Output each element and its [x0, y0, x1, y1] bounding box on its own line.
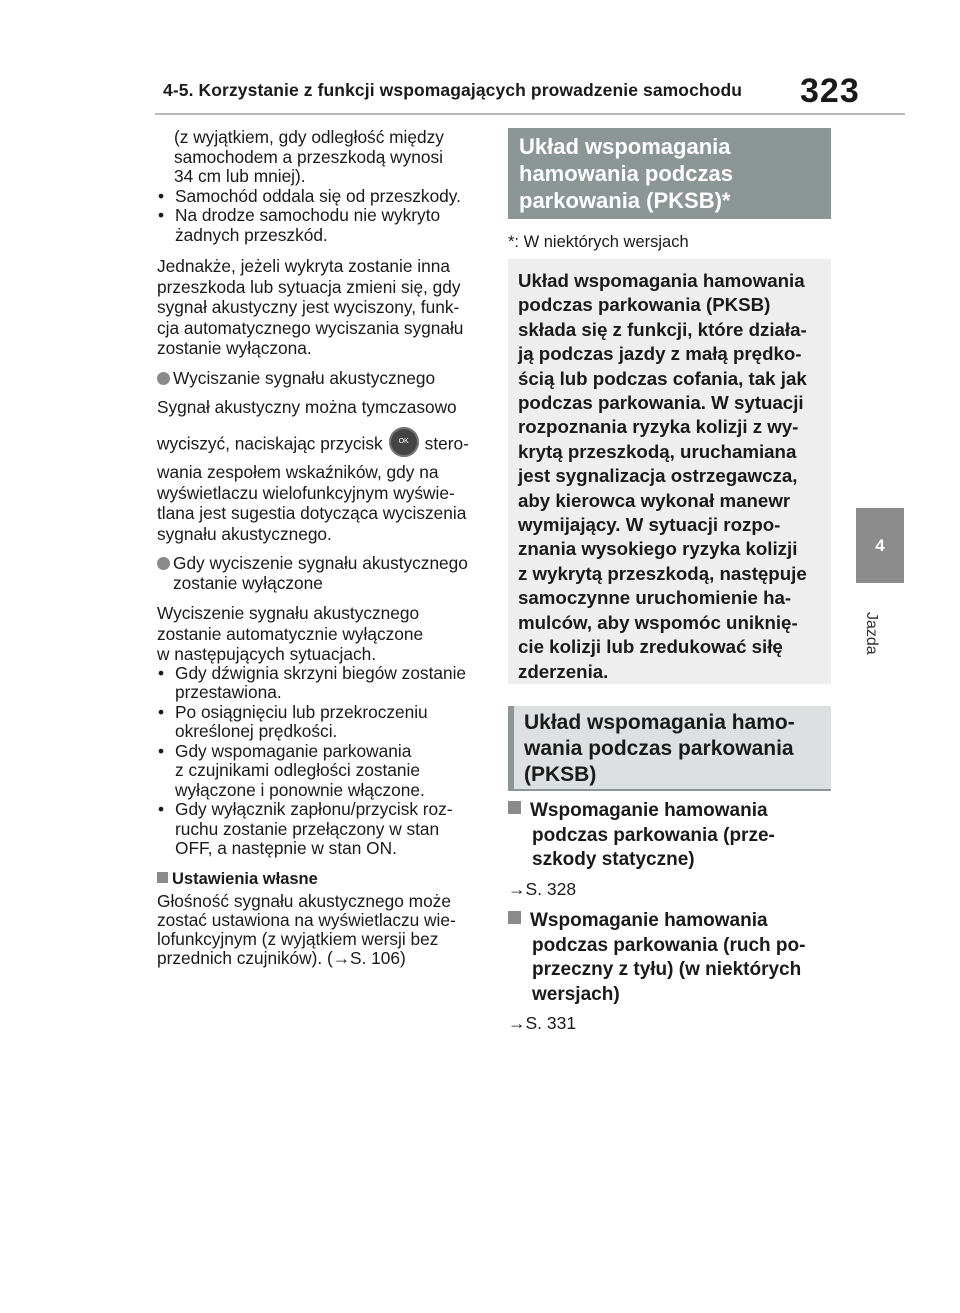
- text-line: wyświetlaczu wielofunkcyjnym wyświe-: [157, 482, 455, 503]
- text-line: aby kierowca wykonał manewr: [518, 489, 791, 511]
- text-line: cie kolizji lub zredukować siłę: [518, 636, 783, 658]
- left-column: [157, 128, 487, 968]
- category-heading: [157, 554, 487, 593]
- subsection-title: [508, 706, 831, 791]
- text-line: zostać ustawiona na wyświetlaczu wie-: [157, 910, 456, 931]
- text-line: podczas parkowania. W sytuacji: [518, 392, 804, 414]
- text-line: żadnych przeszkód.: [175, 224, 328, 245]
- text-line: sygnału akustycznego.: [157, 523, 332, 544]
- list-item: [157, 703, 487, 742]
- category-label: Wyciszanie sygnału akustycznego: [173, 367, 436, 388]
- text-line: Wyciszenie sygnału akustycznego: [157, 603, 420, 624]
- text-line: tlana jest sugestia dotycząca wyciszenia: [157, 503, 467, 524]
- text-line: wania zespołem wskaźników, gdy na: [157, 461, 439, 482]
- text-line: w następujących sytuacjach.: [157, 643, 377, 664]
- text-line: Po osiągnięciu lub przekroczeniu: [175, 701, 428, 722]
- header-rule: [155, 113, 905, 115]
- list-item: [157, 800, 487, 859]
- title-line: parkowania (PKSB)*: [519, 188, 731, 213]
- heading-line: Wspomaganie hamowania: [530, 910, 768, 931]
- subheading: [157, 870, 487, 890]
- chapter-label: Jazda: [863, 612, 880, 655]
- chapter-tab[interactable]: 4: [856, 508, 904, 583]
- text-line: ją podczas jazdy z małą prędko-: [518, 343, 802, 365]
- heading-line: wersjach): [532, 983, 620, 1005]
- page-reference-link[interactable]: →S. 328: [508, 879, 577, 899]
- text-span: stero-: [424, 433, 469, 454]
- title-line: Układ wspomagania: [519, 134, 731, 159]
- text-line: z wykrytą przeszkodą, następuje: [518, 562, 807, 584]
- text-line: wymijający. W sytuacji rozpo-: [518, 514, 781, 536]
- text-line: jest sygnalizacja ostrzegawcza,: [518, 465, 798, 487]
- text-line: sygnał akustyczny jest wyciszony, funk-: [157, 297, 460, 318]
- section-title: [508, 128, 831, 219]
- title-line: hamowania podczas: [519, 161, 733, 186]
- text-line: mulców, aby wspomóc uniknię-: [518, 611, 798, 633]
- list-item: [157, 742, 487, 801]
- bullet-icon: •: [158, 799, 165, 820]
- text-line: Głośność sygnału akustycznego może: [157, 891, 451, 912]
- page-number: 323: [800, 72, 860, 110]
- text-line: przeszkoda lub sytuacja zmieni się, gdy: [157, 276, 461, 297]
- text-line: krytą przeszkodą, uruchamiana: [518, 440, 797, 462]
- heading-line: szkody statyczne): [532, 849, 695, 870]
- list-item: [157, 187, 487, 207]
- text-line: Gdy dźwignia skrzyni biegów zostanie: [175, 662, 467, 683]
- category-label: zostanie wyłączone: [173, 572, 323, 593]
- text-line: Gdy wyłącznik zapłonu/przycisk roz-: [175, 799, 453, 820]
- ok-button-icon: OK: [389, 427, 419, 457]
- text-line: Układ wspomagania hamowania: [518, 270, 805, 291]
- paragraph: [157, 603, 487, 664]
- section-header: 4-5. Korzystanie z funkcji wspomagających prowadzenie samochodu: [163, 80, 743, 100]
- circle-bullet-icon: [157, 557, 170, 570]
- heading-line: przeczny z tyłu) (w niektórych: [532, 959, 802, 980]
- title-line: Układ wspomagania hamo-: [524, 711, 795, 734]
- text-line: Gdy wspomaganie parkowania: [175, 740, 412, 761]
- text-line: Jednakże, jeżeli wykryta zostanie inna: [157, 256, 450, 276]
- text-line: rozpoznania ryzyka kolizji z wy-: [518, 416, 799, 438]
- text-line: Samochód oddala się od przeszkody.: [175, 185, 461, 206]
- text-line: 34 cm lub mniej).: [174, 166, 306, 186]
- continued-text: [157, 128, 487, 187]
- bullet-icon: •: [158, 185, 165, 206]
- text-line: znania wysokiego ryzyka kolizji: [518, 538, 798, 560]
- category-heading: [157, 369, 487, 389]
- title-line: wania podczas parkowania: [524, 737, 794, 760]
- square-bullet-icon: [157, 872, 168, 883]
- intro-callout: [508, 259, 831, 684]
- text-line: ruchu zostanie przełączony w stan: [175, 818, 440, 839]
- text-line: zostanie wyłączona.: [157, 338, 312, 359]
- square-bullet-icon: [508, 801, 521, 814]
- text-line: Sygnał akustyczny można tymczasowo: [157, 397, 457, 418]
- text-line: określonej prędkości.: [175, 721, 338, 742]
- text-line: lofunkcyjnym (z wyjątkiem wersji bez: [157, 929, 439, 950]
- list-item: [157, 206, 487, 245]
- footnote: *: W niektórych wersjach: [508, 233, 689, 251]
- text-line: z czujnikami odległości zostanie: [175, 760, 420, 781]
- text-line: [157, 430, 487, 456]
- paragraph: [157, 256, 487, 359]
- function-heading: [508, 799, 775, 873]
- circle-bullet-icon: [157, 372, 170, 385]
- text-span: wyciszyć, naciskając przycisk: [157, 433, 383, 454]
- heading-line: podczas parkowania (prze-: [532, 824, 775, 846]
- text-line: przednich czujników). (→S. 106): [157, 948, 406, 969]
- text-line: podczas parkowania (PKSB): [518, 294, 771, 316]
- bullet-icon: •: [158, 740, 165, 761]
- text-line: składa się z funkcji, które działa-: [518, 318, 807, 340]
- subheading-label: Ustawienia własne: [172, 869, 318, 888]
- text-line: zderzenia.: [518, 660, 609, 682]
- text-line: Na drodze samochodu nie wykryto: [175, 205, 441, 225]
- text-line: OFF, a następnie w stan ON.: [175, 838, 397, 859]
- heading-line: podczas parkowania (ruch po-: [532, 934, 806, 956]
- paragraph: [157, 892, 487, 968]
- bullet-icon: •: [158, 662, 165, 683]
- title-line: (PKSB): [524, 763, 597, 786]
- list-item: [157, 664, 487, 703]
- heading-line: Wspomaganie hamowania: [530, 800, 768, 821]
- text-line: cja automatycznego wyciszania sygnału: [157, 317, 464, 338]
- text-line: (z wyjątkiem, gdy odległość między: [174, 127, 444, 147]
- bullet-icon: •: [158, 701, 165, 722]
- page-reference-link[interactable]: →S. 331: [508, 1013, 577, 1033]
- function-heading: [508, 909, 805, 1007]
- text-line: samochodem a przeszkodą wynosi: [174, 146, 443, 167]
- category-label: Gdy wyciszenie sygnału akustycznego: [173, 553, 468, 574]
- text-line: wyłączone i ponownie włączone.: [175, 779, 425, 800]
- text-line: samoczynne uruchomienie ha-: [518, 587, 792, 609]
- text-line: przestawiona.: [175, 682, 282, 703]
- square-bullet-icon: [508, 911, 521, 924]
- text-line: ścią lub podczas cofania, tak jak: [518, 367, 807, 389]
- text-line: zostanie automatycznie wyłączone: [157, 623, 424, 644]
- paragraph: [157, 398, 487, 544]
- bullet-icon: •: [158, 205, 165, 225]
